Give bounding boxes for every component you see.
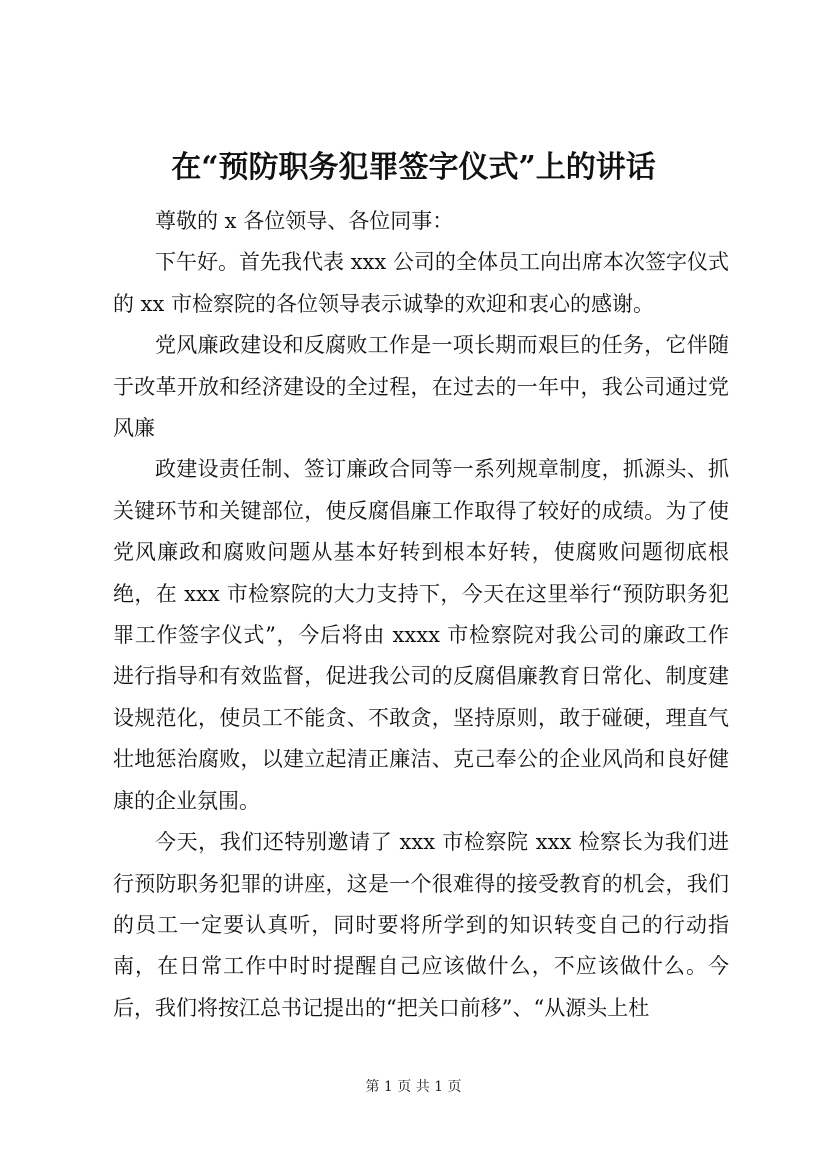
body-paragraph-2: 党风廉政建设和反腐败工作是一项长期而艰巨的任务，它伴随于改革开放和经济建设的全过程，在过去的一年中，我公司通过党风廉: [113, 333, 729, 441]
document-title: 在“预防职务犯罪签字仪式”上的讲话: [171, 150, 656, 185]
page-footer: 第 1 页 共 1 页: [365, 1079, 462, 1095]
body-paragraph-3: 政建设责任制、签订廉政合同等一系列规章制度，抓源头、抓关键环节和关键部位，使反腐倡廉工作取得了较好的成绩。为了使党风廉政和腐败问题从基本好转到根本好转，使腐败问题彻底根绝，在 xxx 市检察院的大力支持下，今天在这里举行“预防职务犯罪工作签字仪式”，今后将由 xxxx 市检察院对我公司的廉政工作进行指导和有效监督，促进我公司的反腐倡廉教育日常化、制度建设规范化，使员工不能贪、不敢贪，坚持原则，敢于碰硬，理直气壮地惩治腐败，以建立起清正廉洁、克己奉公的企业风尚和良好健康的企业氛围。: [113, 457, 729, 813]
document-body: [113, 201, 729, 1029]
body-paragraph-1: 下午好。首先我代表 xxx 公司的全体员工向出席本次签字仪式的 xx 市检察院的各位领导表示诚挚的欢迎和衷心的感谢。: [113, 250, 729, 316]
greeting-paragraph: 尊敬的 x 各位领导、各位同事：: [155, 209, 454, 233]
body-paragraph-4: 今天，我们还特别邀请了 xxx 市检察院 xxx 检察长为我们进行预防职务犯罪的讲座，这是一个很难得的接受教育的机会，我们的员工一定要认真听，同时要将所学到的知识转变自己的行动指南，在日常工作中时时提醒自己应该做什么，不应该做什么。今后，我们将按江总书记提出的“把关口前移”、“从源头上杜: [113, 830, 729, 1020]
